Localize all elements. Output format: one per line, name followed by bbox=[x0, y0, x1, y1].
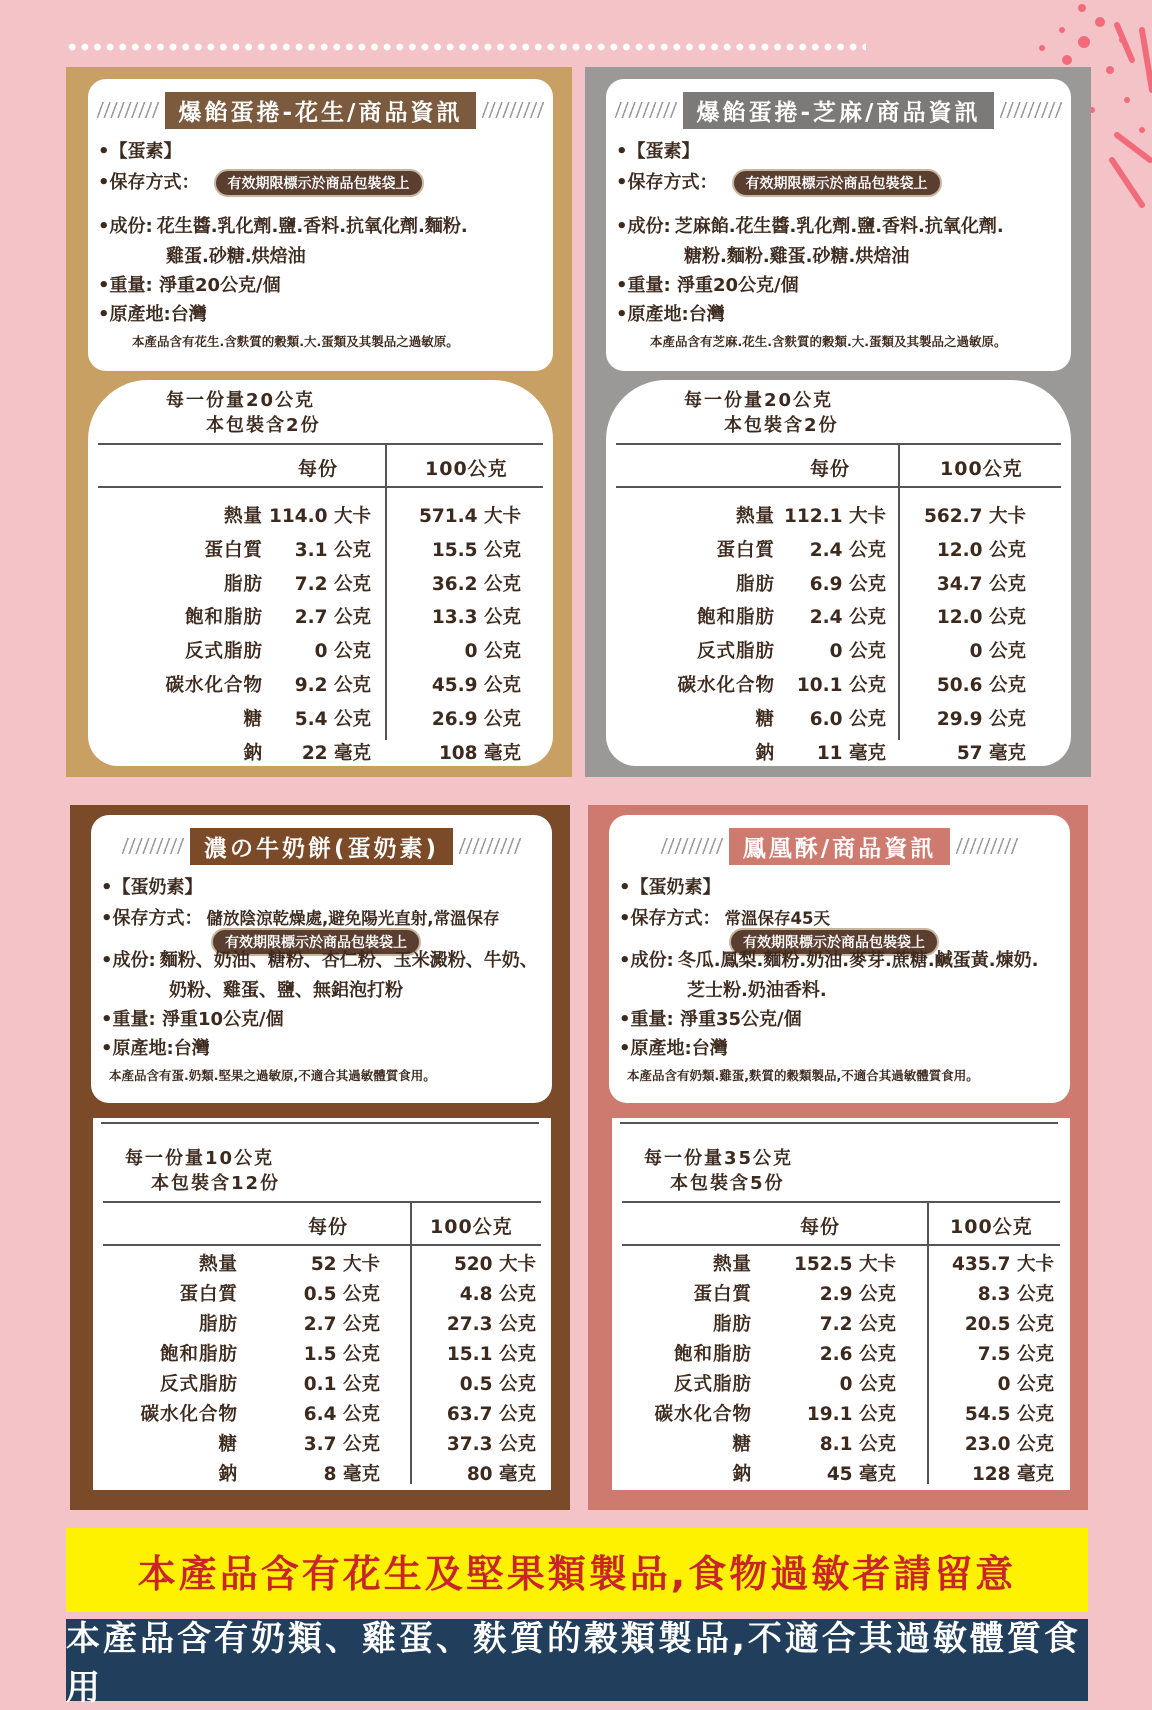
origin-line: •原產地:台灣 bbox=[98, 304, 207, 325]
storage-label: •保存方式： bbox=[101, 908, 203, 929]
product-panel bbox=[585, 67, 1091, 777]
hatch-decoration bbox=[482, 102, 544, 118]
nutrient-label: 脂肪 bbox=[735, 573, 775, 595]
product-title: 爆餡蛋捲-芝麻/商品資訊 bbox=[683, 92, 995, 129]
per-100g-value: 34.7 公克 bbox=[936, 573, 1026, 595]
per-100g-value: 26.9 公克 bbox=[431, 708, 521, 730]
per-serving-value: 2.7 公克 bbox=[294, 607, 371, 629]
per-100g-value: 57 毫克 bbox=[956, 742, 1026, 764]
nutrient-label: 碳水化合物 bbox=[165, 675, 263, 696]
storage-line bbox=[98, 168, 424, 197]
nutrient-label: 鈉 bbox=[218, 1464, 238, 1485]
ingredients-line bbox=[619, 946, 1038, 972]
per-serving-value: 7.2 公克 bbox=[294, 573, 371, 595]
per-serving-value: 6.4 公克 bbox=[303, 1404, 380, 1425]
title-row bbox=[88, 93, 553, 127]
hatch-decoration bbox=[97, 102, 159, 118]
nutrition-row bbox=[606, 536, 1071, 562]
nutrient-label: 反式脂肪 bbox=[159, 1374, 238, 1395]
nutrition-card bbox=[88, 380, 553, 766]
rule bbox=[98, 486, 543, 488]
nutrient-label: 鈉 bbox=[755, 742, 775, 764]
decorative-dot-row bbox=[66, 42, 866, 52]
nutrient-label: 飽和脂肪 bbox=[696, 607, 775, 629]
hatch-decoration bbox=[459, 838, 521, 854]
per-100g-value: 29.9 公克 bbox=[936, 708, 1026, 730]
per-100g-value: 15.5 公克 bbox=[431, 539, 521, 561]
per-serving-value: 5.4 公克 bbox=[294, 708, 371, 730]
per-serving-value: 0 公克 bbox=[839, 1374, 896, 1395]
nutrition-row bbox=[88, 705, 553, 731]
nutrition-row bbox=[612, 1460, 1070, 1486]
per-serving-value: 2.4 公克 bbox=[809, 539, 886, 561]
ingredients-text: 冬瓜.鳳梨.麵粉.奶油.麥芽.蔗糖.鹹蛋黃.煉奶. bbox=[677, 950, 1039, 971]
title-row bbox=[609, 829, 1070, 863]
nutrition-row bbox=[606, 502, 1071, 528]
product-info-card bbox=[88, 79, 553, 371]
nutrition-row bbox=[88, 570, 553, 596]
ingredients-label: •成份: bbox=[616, 216, 671, 237]
per-serving-value: 3.1 公克 bbox=[294, 539, 371, 561]
per-serving-value: 2.9 公克 bbox=[819, 1284, 896, 1305]
rule bbox=[622, 1201, 1060, 1203]
per-serving-value: 2.6 公克 bbox=[819, 1344, 896, 1365]
nutrition-row bbox=[606, 603, 1071, 629]
per-100g-value: 20.5 公克 bbox=[964, 1314, 1054, 1335]
per-100g-value: 12.0 公克 bbox=[936, 607, 1026, 629]
ingredients-text: 芝麻餡.花生醬.乳化劑.鹽.香料.抗氧化劑. bbox=[674, 216, 1004, 237]
storage-text: 常溫保存45天 bbox=[724, 909, 830, 928]
per-100g-value: 128 毫克 bbox=[971, 1464, 1054, 1485]
diet-type: •【蛋素】 bbox=[98, 141, 182, 162]
nutrient-label: 糖 bbox=[732, 1434, 752, 1455]
product-info-card bbox=[609, 815, 1070, 1103]
ingredients-line bbox=[98, 212, 468, 238]
serving-size: 每一份量20公克 bbox=[166, 390, 316, 411]
storage-line bbox=[619, 904, 830, 930]
per-serving-value: 2.4 公克 bbox=[809, 607, 886, 629]
per-100g-value: 27.3 公克 bbox=[446, 1314, 536, 1335]
hatch-decoration bbox=[615, 102, 677, 118]
nutrient-label: 鈉 bbox=[732, 1464, 752, 1485]
nutrition-row bbox=[93, 1250, 551, 1276]
ingredients-text-continued: 芝士粉.奶油香料. bbox=[687, 980, 827, 1001]
nutrient-label: 蛋白質 bbox=[716, 539, 775, 561]
nutrition-card bbox=[93, 1118, 551, 1490]
per-100g-value: 54.5 公克 bbox=[964, 1404, 1054, 1425]
rule bbox=[98, 443, 543, 445]
rule bbox=[616, 486, 1061, 488]
column-header-per-serving: 每份 bbox=[298, 458, 339, 480]
nutrient-label: 糖 bbox=[218, 1434, 238, 1455]
nutrient-label: 碳水化合物 bbox=[677, 675, 775, 696]
hatch-decoration bbox=[956, 838, 1018, 854]
per-100g-value: 0.5 公克 bbox=[459, 1374, 536, 1395]
nutrient-label: 糖 bbox=[243, 708, 263, 730]
nutrition-row bbox=[93, 1400, 551, 1426]
nutrition-row bbox=[606, 570, 1071, 596]
per-serving-value: 52 大卡 bbox=[310, 1254, 380, 1275]
per-serving-value: 9.2 公克 bbox=[294, 675, 371, 696]
per-100g-value: 12.0 公克 bbox=[936, 539, 1026, 561]
nutrient-label: 碳水化合物 bbox=[654, 1404, 752, 1425]
nutrient-label: 反式脂肪 bbox=[673, 1374, 752, 1395]
dairy-allergy-banner: 本產品含有奶類、雞蛋、麩質的穀類製品,不適合其過敏體質食用 bbox=[66, 1619, 1088, 1701]
nutrient-label: 熱量 bbox=[712, 1254, 752, 1275]
per-100g-value: 571.4 大卡 bbox=[419, 506, 521, 527]
nutrition-row bbox=[612, 1340, 1070, 1366]
expiry-text: 有效期限標示於商品包裝袋上 bbox=[214, 169, 424, 197]
nutrient-label: 蛋白質 bbox=[179, 1284, 238, 1305]
nutrition-row bbox=[612, 1250, 1070, 1276]
diet-type: •【蛋奶素】 bbox=[101, 877, 203, 898]
ingredients-label: •成份: bbox=[101, 950, 156, 971]
nutrient-label: 鈉 bbox=[243, 742, 263, 764]
per-100g-value: 15.1 公克 bbox=[446, 1344, 536, 1365]
per-serving-value: 0 公克 bbox=[829, 641, 886, 663]
per-serving-value: 3.7 公克 bbox=[303, 1434, 380, 1455]
per-100g-value: 36.2 公克 bbox=[431, 573, 521, 595]
per-serving-value: 11 毫克 bbox=[816, 742, 886, 764]
per-serving-value: 0 公克 bbox=[314, 641, 371, 663]
per-serving-value: 2.7 公克 bbox=[303, 1314, 380, 1335]
product-title: 爆餡蛋捲-花生/商品資訊 bbox=[165, 92, 477, 129]
nutrient-label: 蛋白質 bbox=[204, 539, 263, 561]
nutrition-row bbox=[612, 1370, 1070, 1396]
storage-label: •保存方式： bbox=[98, 172, 200, 193]
per-100g-value: 7.5 公克 bbox=[977, 1344, 1054, 1365]
nutrition-row bbox=[88, 671, 553, 697]
hatch-decoration bbox=[661, 838, 723, 854]
nutrient-label: 蛋白質 bbox=[693, 1284, 752, 1305]
weight-line: •重量: 淨重35公克/個 bbox=[619, 1009, 802, 1030]
expiry-text: 有效期限標示於商品包裝袋上 bbox=[729, 928, 939, 956]
nutrition-row bbox=[88, 603, 553, 629]
per-serving-value: 45 毫克 bbox=[826, 1464, 896, 1485]
allergen-note: 本產品含有芝麻.花生.含麩質的穀類.大.蛋類及其製品之過敏原。 bbox=[650, 334, 1007, 349]
product-panel bbox=[70, 805, 570, 1510]
per-serving-value: 0.1 公克 bbox=[303, 1374, 380, 1395]
per-serving-value: 8 毫克 bbox=[323, 1464, 380, 1485]
nutrient-label: 熱量 bbox=[223, 506, 263, 527]
ingredients-text: 花生醬.乳化劑.鹽.香料.抗氧化劑.麵粉. bbox=[156, 216, 468, 237]
nutrition-row bbox=[606, 705, 1071, 731]
nutrient-label: 反式脂肪 bbox=[184, 641, 263, 663]
ingredients-label: •成份: bbox=[98, 216, 153, 237]
per-100g-value: 0 公克 bbox=[997, 1374, 1054, 1395]
product-info-card bbox=[91, 815, 552, 1103]
hatch-decoration bbox=[122, 838, 184, 854]
nutrient-label: 飽和脂肪 bbox=[184, 607, 263, 629]
per-serving-value: 114.0 大卡 bbox=[269, 506, 371, 527]
nutrition-row bbox=[606, 637, 1071, 663]
per-100g-value: 8.3 公克 bbox=[977, 1284, 1054, 1305]
product-title: 濃の牛奶餅(蛋奶素) bbox=[190, 828, 453, 865]
ingredients-text: 麵粉、奶油、糖粉、杏仁粉、玉米澱粉、牛奶、 bbox=[159, 950, 538, 971]
nutrition-row bbox=[88, 739, 553, 765]
ingredients-text-continued: 糖粉.麵粉.雞蛋.砂糖.烘焙油 bbox=[684, 246, 910, 267]
hatch-decoration bbox=[1000, 102, 1062, 118]
per-serving-value: 22 毫克 bbox=[301, 742, 371, 764]
storage-label: •保存方式： bbox=[616, 172, 718, 193]
nutrition-row bbox=[93, 1340, 551, 1366]
per-100g-value: 0 公克 bbox=[464, 641, 521, 663]
rule bbox=[103, 1201, 541, 1203]
rule bbox=[616, 443, 1061, 445]
per-serving-value: 152.5 大卡 bbox=[794, 1254, 896, 1275]
product-panel bbox=[588, 805, 1088, 1510]
per-100g-value: 37.3 公克 bbox=[446, 1434, 536, 1455]
nutrient-label: 反式脂肪 bbox=[696, 641, 775, 663]
storage-text: 儲放陰涼乾燥處,避免陽光直射,常溫保存 bbox=[206, 909, 500, 928]
column-header-per-100g: 100公克 bbox=[940, 458, 1023, 480]
per-serving-value: 0.5 公克 bbox=[303, 1284, 380, 1305]
nutrition-row bbox=[612, 1400, 1070, 1426]
column-header-per-serving: 每份 bbox=[308, 1216, 349, 1238]
product-panel bbox=[66, 67, 572, 777]
ingredients-line bbox=[101, 946, 538, 972]
storage-line bbox=[616, 168, 942, 197]
per-serving-value: 6.0 公克 bbox=[809, 708, 886, 730]
nutrient-label: 脂肪 bbox=[198, 1314, 238, 1335]
column-header-per-serving: 每份 bbox=[800, 1216, 841, 1238]
expiry-text: 有效期限標示於商品包裝袋上 bbox=[732, 169, 942, 197]
allergen-note: 本產品含有奶類.雞蛋,麩質的穀類製品,不適合其過敏體質食用。 bbox=[627, 1068, 979, 1083]
diet-type: •【蛋奶素】 bbox=[619, 877, 721, 898]
per-serving-value: 1.5 公克 bbox=[303, 1344, 380, 1365]
nutrition-card bbox=[612, 1118, 1070, 1490]
per-serving-value: 7.2 公克 bbox=[819, 1314, 896, 1335]
rule bbox=[103, 1244, 541, 1246]
diet-type: •【蛋素】 bbox=[616, 141, 700, 162]
nutrient-label: 熱量 bbox=[198, 1254, 238, 1275]
servings-per-pack: 本包裝含5份 bbox=[670, 1173, 785, 1194]
peanut-allergy-banner: 本產品含有花生及堅果類製品,食物過敏者請留意 bbox=[66, 1528, 1088, 1612]
rule bbox=[622, 1244, 1060, 1246]
ingredients-text-continued: 奶粉、雞蛋、鹽、無鋁泡打粉 bbox=[169, 980, 403, 1001]
servings-per-pack: 本包裝含2份 bbox=[206, 415, 321, 436]
column-header-per-100g: 100公克 bbox=[950, 1216, 1033, 1238]
per-100g-value: 45.9 公克 bbox=[431, 675, 521, 696]
per-serving-value: 8.1 公克 bbox=[819, 1434, 896, 1455]
per-100g-value: 0 公克 bbox=[969, 641, 1026, 663]
product-info-card bbox=[606, 79, 1071, 371]
ingredients-line bbox=[616, 212, 1004, 238]
serving-size: 每一份量20公克 bbox=[684, 390, 834, 411]
per-100g-value: 562.7 大卡 bbox=[924, 506, 1026, 527]
allergen-note: 本產品含有蛋.奶類.堅果之過敏原,不適合其過敏體質食用。 bbox=[109, 1068, 436, 1083]
column-header-per-100g: 100公克 bbox=[430, 1216, 513, 1238]
per-serving-value: 6.9 公克 bbox=[809, 573, 886, 595]
weight-line: •重量: 淨重10公克/個 bbox=[101, 1009, 284, 1030]
per-100g-value: 13.3 公克 bbox=[431, 607, 521, 629]
nutrition-row bbox=[88, 637, 553, 663]
per-100g-value: 435.7 大卡 bbox=[952, 1254, 1054, 1275]
ingredients-label: •成份: bbox=[619, 950, 674, 971]
weight-line: •重量: 淨重20公克/個 bbox=[98, 275, 281, 296]
rule bbox=[620, 1122, 1058, 1124]
per-100g-value: 50.6 公克 bbox=[936, 675, 1026, 696]
nutrition-row bbox=[612, 1280, 1070, 1306]
per-100g-value: 520 大卡 bbox=[453, 1254, 536, 1275]
nutrition-row bbox=[88, 502, 553, 528]
column-header-per-100g: 100公克 bbox=[425, 458, 508, 480]
storage-label: •保存方式： bbox=[619, 908, 721, 929]
expiry-text: 有效期限標示於商品包裝袋上 bbox=[211, 928, 421, 956]
weight-line: •重量: 淨重20公克/個 bbox=[616, 275, 799, 296]
ingredients-text-continued: 雞蛋.砂糖.烘焙油 bbox=[166, 246, 306, 267]
serving-size: 每一份量10公克 bbox=[125, 1148, 275, 1169]
title-row bbox=[606, 93, 1071, 127]
origin-line: •原產地:台灣 bbox=[616, 304, 725, 325]
nutrient-label: 飽和脂肪 bbox=[159, 1344, 238, 1365]
nutrient-label: 脂肪 bbox=[223, 573, 263, 595]
nutrition-row bbox=[606, 739, 1071, 765]
per-100g-value: 4.8 公克 bbox=[459, 1284, 536, 1305]
allergen-note: 本產品含有花生.含麩質的穀類.大.蛋類及其製品之過敏原。 bbox=[132, 334, 459, 349]
origin-line: •原產地:台灣 bbox=[619, 1038, 728, 1059]
nutrition-row bbox=[93, 1460, 551, 1486]
per-100g-value: 108 毫克 bbox=[438, 742, 521, 764]
servings-per-pack: 本包裝含12份 bbox=[151, 1173, 281, 1194]
per-serving-value: 112.1 大卡 bbox=[784, 506, 886, 527]
nutrition-row bbox=[606, 671, 1071, 697]
servings-per-pack: 本包裝含2份 bbox=[724, 415, 839, 436]
serving-size: 每一份量35公克 bbox=[644, 1148, 794, 1169]
nutrient-label: 碳水化合物 bbox=[140, 1404, 238, 1425]
nutrition-row bbox=[93, 1280, 551, 1306]
storage-line bbox=[101, 904, 500, 930]
nutrition-row bbox=[88, 536, 553, 562]
nutrition-row bbox=[93, 1370, 551, 1396]
product-title: 鳳凰酥/商品資訊 bbox=[729, 828, 950, 865]
per-100g-value: 63.7 公克 bbox=[446, 1404, 536, 1425]
nutrition-row bbox=[612, 1430, 1070, 1456]
title-row bbox=[91, 829, 552, 863]
nutrition-row bbox=[93, 1310, 551, 1336]
rule bbox=[101, 1122, 539, 1124]
nutrient-label: 脂肪 bbox=[712, 1314, 752, 1335]
nutrient-label: 熱量 bbox=[735, 506, 775, 527]
origin-line: •原產地:台灣 bbox=[101, 1038, 210, 1059]
nutrition-card bbox=[606, 380, 1071, 766]
nutrient-label: 飽和脂肪 bbox=[673, 1344, 752, 1365]
per-100g-value: 23.0 公克 bbox=[964, 1434, 1054, 1455]
nutrition-row bbox=[93, 1430, 551, 1456]
per-serving-value: 19.1 公克 bbox=[806, 1404, 896, 1425]
column-header-per-serving: 每份 bbox=[810, 458, 851, 480]
nutrient-label: 糖 bbox=[755, 708, 775, 730]
per-serving-value: 10.1 公克 bbox=[796, 675, 886, 696]
per-100g-value: 80 毫克 bbox=[466, 1464, 536, 1485]
nutrition-row bbox=[612, 1310, 1070, 1336]
